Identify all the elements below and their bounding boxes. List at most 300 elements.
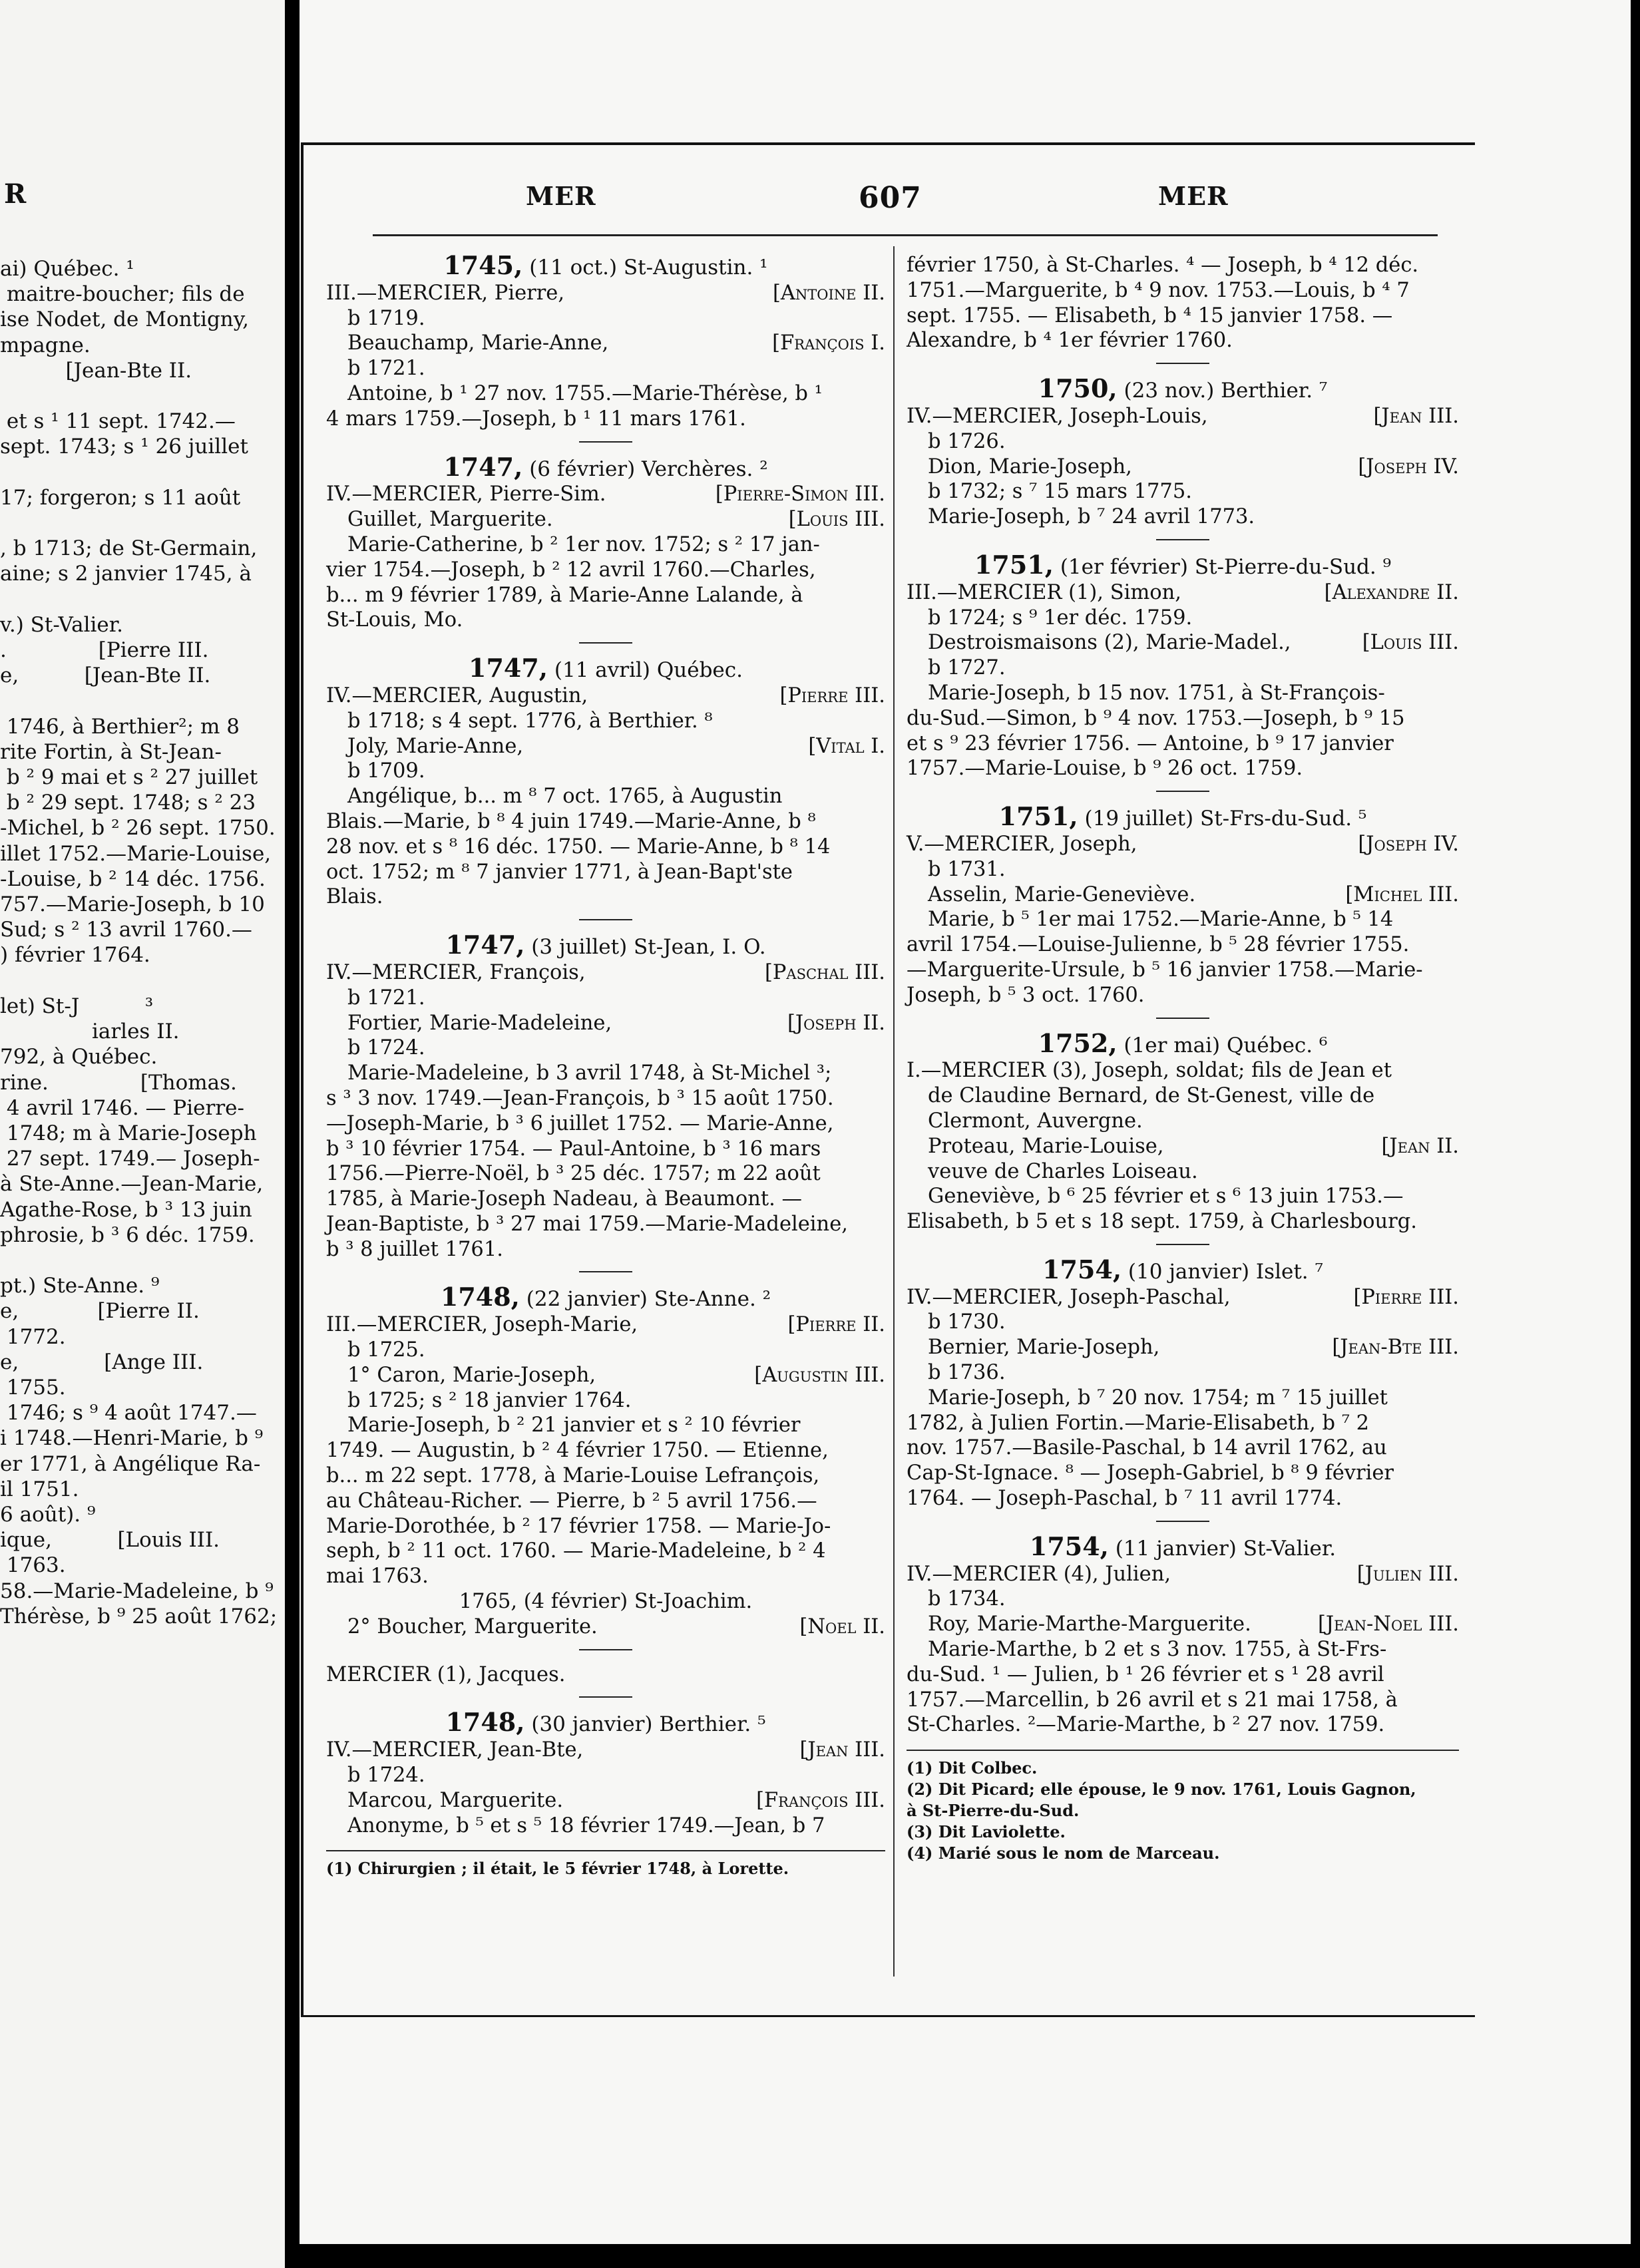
entry-line — [907, 857, 1459, 882]
previous-page-line: ise Nodet, de Montigny, — [0, 307, 250, 332]
previous-page-line: 1748; m à Marie-Joseph — [0, 1121, 257, 1145]
entry-line-text: b 1734. — [928, 1587, 1006, 1611]
entry-line-text: Anonyme, b ⁵ et s ⁵ 18 février 1749.—Jean, b 7 — [347, 1813, 825, 1837]
entry-line — [907, 1662, 1459, 1688]
entry-line — [907, 278, 1459, 303]
entry-line — [907, 1285, 1459, 1310]
entry-line-text: 28 nov. et s ⁸ 16 déc. 1750. — Marie-Anne, b ⁸ 14 — [326, 835, 831, 858]
entry-line — [326, 734, 885, 759]
entry-line — [907, 1335, 1459, 1360]
entry-year: 1747, — [443, 451, 523, 482]
entry-line — [907, 832, 1459, 857]
entry-line — [907, 1612, 1459, 1637]
entry-line — [907, 1435, 1459, 1461]
parent-reference: [Pierre III. — [779, 683, 885, 707]
entry-line — [326, 1187, 885, 1212]
previous-page-line: 1755. — [0, 1375, 66, 1400]
previous-page-line: 1772. — [0, 1324, 66, 1349]
previous-page-fragment — [0, 0, 285, 2268]
entry-date — [326, 1707, 885, 1738]
entry-line — [326, 532, 885, 558]
previous-page-line: v.) St-Valier. — [0, 612, 124, 637]
entry-year: 1754, — [1042, 1254, 1122, 1284]
entry-line — [326, 1813, 885, 1839]
previous-page-line: Thérèse, b ⁹ 25 août 1762; — [0, 1604, 278, 1628]
previous-page-line: Sud; s ² 13 avril 1760.— — [0, 918, 252, 942]
entry-line — [907, 706, 1459, 731]
previous-page-line: et s ¹ 11 sept. 1742.— — [0, 409, 236, 434]
entry-date — [907, 1028, 1459, 1059]
parent-reference: [Pierre III. — [1353, 1285, 1459, 1309]
entry-line — [907, 630, 1459, 656]
previous-page-line: b ² 29 sept. 1748; s ² 23 — [0, 791, 256, 815]
entry-line — [907, 455, 1459, 480]
entry-line — [326, 1061, 885, 1086]
entry-line — [907, 1083, 1459, 1109]
parent-reference: [Pierre-Simon III. — [715, 482, 885, 506]
entry-line-text: du-Sud.—Simon, b ⁹ 4 nov. 1753.—Joseph, b ⁹ 15 — [907, 706, 1405, 730]
entry-line-text: b 1724. — [347, 1036, 425, 1060]
previous-page-line: 58.—Marie-Madeleine, b ⁹ — [0, 1579, 274, 1603]
entry-line — [907, 1461, 1459, 1486]
entry-line-text: IV.—MERCIER, Joseph-Louis, — [907, 404, 1208, 428]
parent-reference: [Paschal III. — [765, 960, 885, 984]
entry-line-text: Marie-Joseph, b 15 nov. 1751, à St-François- — [928, 681, 1385, 705]
previous-page-line: 757.—Marie-Joseph, b 10 — [0, 892, 265, 917]
entry-line — [326, 784, 885, 809]
entry-date-place: (11 oct.) St-Augustin. ¹ — [529, 256, 768, 280]
previous-page-line: 6 août). ⁹ — [0, 1502, 96, 1527]
entry-line — [907, 932, 1459, 958]
entry-line-text: Asselin, Marie-Geneviève. — [928, 882, 1196, 906]
entry-line-text: b 1730. — [928, 1310, 1006, 1334]
entry-line — [326, 558, 885, 583]
entry-line-text: b ³ 8 juillet 1761. — [326, 1237, 503, 1261]
previous-page-line: e, [Pierre II. — [0, 1299, 200, 1324]
entry-date — [907, 1531, 1459, 1562]
entry-line — [326, 1011, 885, 1036]
entry-year: 1745, — [443, 250, 523, 280]
entry-line — [907, 328, 1459, 353]
entry-line — [326, 1212, 885, 1237]
register-entry — [326, 932, 885, 1262]
entry-line-text: Marie-Catherine, b ² 1er nov. 1752; s ² 17 jan- — [347, 532, 820, 556]
previous-page-line: let) St-J ³ — [0, 994, 154, 1018]
entry-line-text: vier 1754.—Joseph, b ² 12 avril 1760.—Charles, — [326, 558, 816, 582]
previous-page-line: rite Fortin, à St-Jean- — [0, 739, 222, 764]
entry-line-text: III.—MERCIER (1), Simon, — [907, 580, 1181, 604]
entry-line — [326, 1312, 885, 1338]
parent-reference: [Michel III. — [1345, 882, 1459, 906]
previous-page-line: . [Pierre III. — [0, 638, 209, 663]
entry-line-text: IV.—MERCIER, Joseph-Paschal, — [907, 1285, 1231, 1309]
entry-line — [907, 303, 1459, 329]
entry-line-text: Marie-Dorothée, b ² 17 février 1758. — Marie-Jo- — [326, 1514, 831, 1538]
entry-line-text: III.—MERCIER, Pierre, — [326, 281, 565, 305]
previous-page-line: e, [Ange III. — [0, 1350, 204, 1374]
previous-page-line: -Louise, b ² 14 déc. 1756. — [0, 866, 266, 891]
entry-line-text: Fortier, Marie-Madeleine, — [347, 1011, 612, 1035]
entry-divider — [1156, 1018, 1209, 1019]
previous-page-line: rine. [Thomas. — [0, 1070, 237, 1095]
previous-page-line: ) février 1764. — [0, 943, 150, 968]
entry-divider — [579, 919, 632, 920]
entry-line-text: 1757.—Marie-Louise, b ⁹ 26 oct. 1759. — [907, 757, 1303, 781]
previous-page-line: il 1751. — [0, 1477, 79, 1501]
entry-date — [907, 1254, 1459, 1285]
entry-heading: MERCIER (1), Jacques. — [326, 1662, 566, 1686]
register-entry — [907, 1531, 1459, 1738]
parent-reference: [Alexandre II. — [1324, 580, 1459, 604]
entry-divider — [579, 1271, 632, 1272]
previous-page-line: b ² 9 mai et s ² 27 juillet — [0, 765, 258, 790]
entry-line-text: IV.—MERCIER, Jean-Bte, — [326, 1738, 584, 1762]
entry-line — [326, 1489, 885, 1514]
entry-divider — [579, 1649, 632, 1650]
entry-date-place: (22 janvier) Ste-Anne. ² — [526, 1287, 771, 1312]
entry-line — [907, 1386, 1459, 1411]
entry-line-text: Marie-Joseph, b ⁷ 20 nov. 1754; m ⁷ 15 juillet — [928, 1386, 1388, 1410]
entry-line — [326, 1161, 885, 1187]
entry-date-place: (11 janvier) St-Valier. — [1115, 1536, 1336, 1561]
entry-line-text: avril 1754.—Louise-Julienne, b ⁵ 28 février 1755. — [907, 933, 1410, 957]
entry-line — [326, 960, 885, 986]
entry-line-text: III.—MERCIER, Joseph-Marie, — [326, 1313, 638, 1337]
entry-line-text: Elisabeth, b 5 et s 18 sept. 1759, à Charlesbourg. — [907, 1210, 1417, 1234]
entry-date-place: (19 juillet) St-Frs-du-Sud. ⁵ — [1084, 807, 1367, 831]
previous-page-line — [0, 587, 285, 612]
register-entry — [326, 1284, 885, 1639]
entry-line — [326, 331, 885, 356]
entry-line — [326, 1463, 885, 1489]
previous-page-line: phrosie, b ³ 6 déc. 1759. — [0, 1223, 255, 1247]
entry-line — [907, 1134, 1459, 1159]
entry-line-text: 1° Caron, Marie-Joseph, — [347, 1363, 596, 1387]
previous-page-line: mpagne. — [0, 333, 91, 357]
entry-line-text: février 1750, à St-Charles. ⁴ — Joseph, b ⁴ 12 déc. — [907, 254, 1419, 277]
entry-line — [326, 583, 885, 608]
entry-line-text: de Claudine Bernard, de St-Genest, ville de — [928, 1084, 1375, 1108]
entry-line — [326, 407, 885, 432]
footnote: (3) Dit Laviolette. — [907, 1822, 1066, 1842]
entry-line — [907, 1058, 1459, 1083]
entry-line — [326, 1788, 885, 1813]
entry-line — [907, 404, 1459, 429]
footnote: (2) Dit Picard; elle épouse, le 9 nov. 1761, Louis Gagnon, — [907, 1780, 1416, 1799]
entry-date-place: (10 janvier) Islet. ⁷ — [1128, 1259, 1323, 1284]
previous-page-line: 1746, à Berthier²; m 8 — [0, 714, 240, 739]
entry-line — [326, 1539, 885, 1564]
parent-reference: [Jean II. — [1381, 1134, 1459, 1158]
entry-line-text: Clermont, Auvergne. — [928, 1109, 1143, 1133]
entry-line-text: Marie-Joseph, b ² 21 janvier et s ² 10 février — [347, 1414, 801, 1437]
previous-page-line: ique, [Louis III. — [0, 1528, 220, 1553]
parent-reference: [Jean III. — [799, 1738, 885, 1762]
entry-line-text: 4 mars 1759.—Joseph, b ¹ 11 mars 1761. — [326, 407, 746, 431]
entry-line — [907, 1209, 1459, 1234]
entry-line-text: Marie, b ⁵ 1er mai 1752.—Marie-Anne, b ⁵ 14 — [928, 908, 1394, 932]
previous-page-line: iarles II. — [0, 1020, 180, 1044]
entry-divider — [579, 1696, 632, 1698]
parent-reference: [François I. — [772, 331, 885, 355]
entry-line — [326, 986, 885, 1011]
entry-line — [326, 507, 885, 532]
entry-line-text: I.—MERCIER (3), Joseph, soldat; fils de Jean et — [907, 1059, 1392, 1083]
register-entry — [907, 1254, 1459, 1511]
entry-line-text: b 1725. — [347, 1338, 425, 1362]
entry-line — [907, 681, 1459, 706]
entry-divider — [1156, 363, 1209, 364]
entry-year: 1748, — [440, 1282, 520, 1312]
entry-line — [326, 1738, 885, 1763]
previous-page-line: er 1771, à Angélique Ra- — [0, 1451, 261, 1476]
parent-reference: [Julien III. — [1356, 1562, 1459, 1586]
entry-line — [326, 1338, 885, 1363]
entry-line-text: 1757.—Marcellin, b 26 avril et s 21 mai 1758, à — [907, 1688, 1398, 1712]
entry-line — [326, 683, 885, 709]
entry-line-text: 1765, (4 février) St-Joachim. — [459, 1590, 753, 1614]
entry-line — [326, 1614, 885, 1640]
entry-line — [326, 306, 885, 331]
entry-line — [907, 983, 1459, 1008]
entry-year: 1747, — [445, 930, 525, 960]
entry-date-place: (23 nov.) Berthier. ⁷ — [1124, 379, 1328, 403]
register-entry — [907, 549, 1459, 781]
entry-date-place: (11 avril) Québec. — [554, 658, 743, 683]
header-rule — [373, 234, 1438, 236]
entry-line-text: 1751.—Marguerite, b ⁴ 9 nov. 1753.—Louis, b ⁴ 7 — [907, 278, 1410, 302]
entry-line — [326, 1036, 885, 1061]
entry-line-text: b 1725; s ² 18 janvier 1764. — [347, 1388, 632, 1412]
parent-reference: [Augustin III. — [754, 1363, 885, 1387]
entry-date — [326, 1284, 885, 1312]
entry-line — [907, 1411, 1459, 1436]
register-entry — [907, 373, 1459, 530]
entry-date-place: (6 février) Verchères. ² — [529, 457, 768, 481]
previous-page-line — [0, 688, 285, 713]
previous-page-line: maitre-boucher; fils de — [0, 282, 245, 307]
entry-line — [326, 1564, 885, 1589]
parent-reference: [Louis III. — [788, 508, 885, 532]
entry-line-text: b ³ 10 février 1754. — Paul-Antoine, b ³ 16 mars — [326, 1137, 821, 1161]
entry-line-text: au Château-Richer. — Pierre, b ² 5 avril 1756.— — [326, 1489, 817, 1513]
entry-line-text: St-Louis, Mo. — [326, 608, 463, 632]
register-entry — [326, 1707, 885, 1838]
entry-date — [326, 250, 885, 281]
parent-reference: [Louis III. — [1362, 631, 1459, 655]
entry-line — [326, 1589, 885, 1614]
parent-reference: [Pierre II. — [787, 1313, 885, 1337]
entry-year: 1751, — [998, 801, 1078, 832]
entry-line — [907, 1712, 1459, 1738]
entry-year: 1751, — [974, 549, 1054, 580]
entry-line — [907, 1637, 1459, 1662]
entry-line — [326, 1388, 885, 1414]
entry-divider — [579, 642, 632, 644]
entry-line-text: Beauchamp, Marie-Anne, — [347, 331, 609, 355]
entry-line-text: 1764. — Joseph-Paschal, b ⁷ 11 avril 1774. — [907, 1487, 1342, 1511]
entry-line — [907, 606, 1459, 631]
entry-line-text: Blais. — [326, 885, 383, 909]
entry-line-text: 1756.—Pierre-Noël, b ³ 25 déc. 1757; m 22 août — [326, 1162, 821, 1186]
register-entry — [907, 1028, 1459, 1234]
entry-line-text: Destroismaisons (2), Marie-Madel., — [928, 631, 1291, 655]
entry-line — [326, 809, 885, 835]
entry-line-text: b 1732; s ⁷ 15 mars 1775. — [928, 480, 1192, 504]
entry-date-place: (1er février) St-Pierre-du-Sud. ⁹ — [1060, 554, 1392, 579]
entry-line-text: Joly, Marie-Anne, — [347, 734, 524, 758]
entry-line — [326, 356, 885, 381]
entry-date-place: (1er mai) Québec. ⁶ — [1124, 1033, 1328, 1057]
entry-line — [326, 835, 885, 860]
entry-date-place: (3 juillet) St-Jean, I. O. — [531, 935, 766, 960]
entry-line-text: b 1736. — [928, 1361, 1006, 1385]
parent-reference: [Vital I. — [808, 734, 885, 758]
register-entry — [326, 451, 885, 634]
entry-line-text: Geneviève, b ⁶ 25 février et s ⁶ 13 juin 1753.— — [928, 1185, 1404, 1209]
previous-page-line — [0, 383, 285, 409]
entry-line — [326, 1137, 885, 1162]
entry-line-text: b... m 22 sept. 1778, à Marie-Louise Lefrançois, — [326, 1464, 820, 1488]
previous-page-line: -Michel, b ² 26 sept. 1750. — [0, 816, 276, 841]
entry-date — [326, 932, 885, 960]
previous-page-line — [0, 460, 285, 485]
entry-divider — [579, 441, 632, 443]
entry-date — [326, 451, 885, 482]
entry-line-text: —Joseph-Marie, b ³ 6 juillet 1752. — Marie-Anne, — [326, 1111, 834, 1135]
entry-line — [907, 907, 1459, 932]
entry-line-text: —Marguerite-Ursule, b ⁵ 16 janvier 1758.—Marie- — [907, 958, 1423, 982]
entry-line — [326, 709, 885, 734]
entry-line — [326, 1763, 885, 1788]
previous-page-line: , b 1713; de St-Germain, — [0, 536, 258, 561]
previous-page-line: 17; forgeron; s 11 août — [0, 485, 241, 510]
entry-line-text: Antoine, b ¹ 27 nov. 1755.—Marie-Thérèse, b ¹ — [347, 381, 823, 405]
entry-line-text: b 1727. — [928, 656, 1006, 680]
entry-line-text: Marie-Joseph, b ⁷ 24 avril 1773. — [928, 505, 1255, 529]
register-entry — [907, 801, 1459, 1008]
previous-page-line: 27 sept. 1749.— Joseph- — [0, 1147, 260, 1171]
entry-line-text: b 1724. — [347, 1764, 425, 1788]
entry-line-text: b... m 9 février 1789, à Marie-Anne Lalande, à — [326, 583, 803, 607]
entry-line-text: du-Sud. ¹ — Julien, b ¹ 26 février et s ¹ 28 avril — [907, 1662, 1384, 1686]
previous-page-line: aine; s 2 janvier 1745, à — [0, 562, 252, 586]
entry-line — [326, 381, 885, 407]
entry-line-text: mai 1763. — [326, 1565, 429, 1589]
entry-line — [907, 1159, 1459, 1185]
entry-line-text: Marcou, Marguerite. — [347, 1788, 564, 1812]
entry-line — [326, 1438, 885, 1463]
entry-year: 1748, — [445, 1707, 525, 1738]
footnote: (4) Marié sous le nom de Marceau. — [907, 1843, 1220, 1863]
entry-date-place: (30 janvier) Berthier. ⁵ — [531, 1712, 766, 1737]
entry-line — [907, 656, 1459, 681]
entry-line — [326, 1237, 885, 1262]
entry-line — [326, 482, 885, 507]
entry-line — [907, 1688, 1459, 1713]
entry-line — [326, 608, 885, 633]
parent-reference: [Joseph II. — [787, 1011, 885, 1035]
footnote-rule — [326, 1850, 885, 1851]
page-number: 607 — [859, 181, 922, 215]
previous-page-line: ai) Québec. ¹ — [0, 257, 134, 281]
previous-page-line: Agathe-Rose, b ³ 13 juin — [0, 1197, 252, 1222]
previous-page-line: 1763. — [0, 1553, 66, 1578]
entry-line-text: oct. 1752; m ⁸ 7 janvier 1771, à Jean-Bapt'ste — [326, 860, 793, 884]
previous-page-line: à Ste-Anne.—Jean-Marie, — [0, 1172, 264, 1197]
right-column — [907, 253, 1459, 1864]
entry-line — [907, 1562, 1459, 1587]
entry-line-text: sept. 1755. — Elisabeth, b ⁴ 15 janvier 1758. — — [907, 303, 1393, 327]
entry-line-text: Guillet, Marguerite. — [347, 508, 553, 532]
entry-date — [907, 801, 1459, 832]
previous-page-line — [0, 510, 285, 536]
entry-line-text: b 1719. — [347, 306, 425, 330]
previous-page-line: 4 avril 1746. — Pierre- — [0, 1095, 244, 1120]
entry-line — [326, 860, 885, 885]
footnote: (1) Chirurgien ; il était, le 5 février 1748, à Lorette. — [326, 1859, 789, 1879]
entry-line — [326, 1413, 885, 1438]
entry-line-text: IV.—MERCIER, François, — [326, 960, 586, 984]
parent-reference: [Antoine II. — [772, 281, 885, 305]
entry-divider — [1156, 791, 1209, 792]
register-entry — [326, 653, 885, 910]
entry-line-text: Marie-Marthe, b 2 et s 3 nov. 1755, à St-Frs- — [928, 1638, 1387, 1662]
left-column — [326, 250, 885, 1879]
previous-page-line — [0, 968, 285, 994]
previous-page-line: illet 1752.—Marie-Louise, — [0, 841, 272, 866]
entry-line — [326, 884, 885, 910]
entry-line — [907, 429, 1459, 455]
entry-line-text: Angélique, b... m ⁸ 7 oct. 1765, à Augustin — [347, 785, 783, 809]
running-head-left: MER — [526, 181, 596, 211]
entry-divider — [1156, 539, 1209, 540]
entry-line-text: Proteau, Marie-Louise, — [928, 1134, 1164, 1158]
column-separator — [893, 246, 895, 1977]
entry-line-text: b 1721. — [347, 986, 425, 1010]
previous-page-line: 1746; s ⁹ 4 août 1747.— — [0, 1401, 257, 1425]
entry-line-text: b 1718; s 4 sept. 1776, à Berthier. ⁸ — [347, 709, 713, 733]
previous-page-line: 792, à Québec. — [0, 1045, 158, 1069]
entry-line-text: IV.—MERCIER (4), Julien, — [907, 1562, 1171, 1586]
entry-line — [907, 882, 1459, 908]
entry-line — [907, 1184, 1459, 1209]
entry-date — [907, 549, 1459, 580]
previous-page-text — [0, 256, 285, 1629]
parent-reference: [Noel II. — [799, 1614, 885, 1638]
entry-line-text: Blais.—Marie, b ⁸ 4 juin 1749.—Marie-Anne, b ⁸ — [326, 809, 816, 833]
previous-page-line: sept. 1743; s ¹ 26 juillet — [0, 435, 248, 459]
entry-line-text: s ³ 3 nov. 1749.—Jean-François, b ³ 15 août 1750. — [326, 1086, 834, 1110]
footnote: à St-Pierre-du-Sud. — [907, 1801, 1080, 1821]
entry-line — [907, 504, 1459, 530]
entry-line-text: 1782, à Julien Fortin.—Marie-Elisabeth, b ⁷ 2 — [907, 1411, 1370, 1435]
entry-line-text: Cap-St-Ignace. ⁸ — Joseph-Gabriel, b ⁸ 9 février — [907, 1461, 1394, 1485]
entry-year: 1752, — [1038, 1028, 1118, 1058]
entry-line — [907, 580, 1459, 606]
entry-line — [907, 1310, 1459, 1335]
entry-line-text: b 1724; s ⁹ 1er déc. 1759. — [928, 606, 1193, 630]
entry-line — [326, 1086, 885, 1111]
entry-line — [326, 281, 885, 306]
entry-line — [907, 1587, 1459, 1612]
entry-line — [907, 756, 1459, 781]
entry-line-text: veuve de Charles Loiseau. — [928, 1159, 1198, 1183]
entry-line-text: nov. 1757.—Basile-Paschal, b 14 avril 1762, au — [907, 1436, 1387, 1460]
entry-line-text: b 1726. — [928, 429, 1006, 453]
entry-line — [907, 958, 1459, 983]
entry-line-text: seph, b ² 11 oct. 1760. — Marie-Madeleine, b ² 4 — [326, 1539, 826, 1563]
